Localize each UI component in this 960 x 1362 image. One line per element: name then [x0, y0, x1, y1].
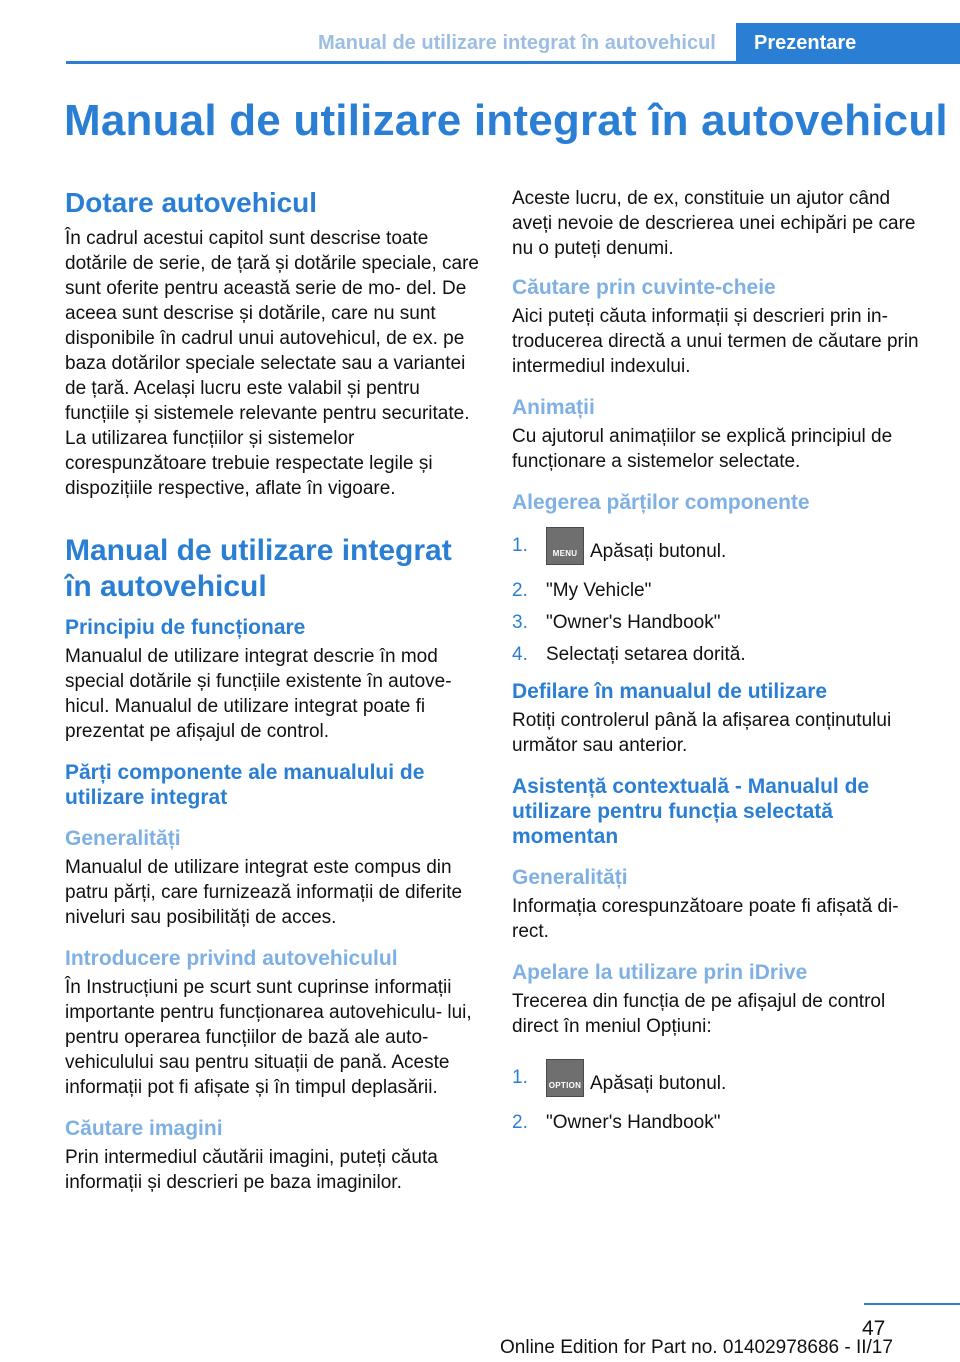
scroll-paragraph: Rotiți controlerul până la afișarea conținutului următor sau anterior.: [512, 710, 892, 756]
right-intro-paragraph: Aceste lucru, de ex, constituie un ajutor când aveți nevoie de descrierea unei echipări pe care nu o puteți denumi.: [512, 188, 916, 259]
section-title-equipment: Dotare autovehicul: [65, 187, 318, 218]
footer-edition: Online Edition for Part no. 01402978686 - II/17: [500, 1337, 893, 1358]
header-chapter-label: Prezentare: [754, 32, 857, 54]
list-item: 1. MENU Apăsați butonul.: [512, 533, 922, 571]
list-item: 1. OPTION Apăsați butonul.: [512, 1065, 922, 1103]
principle-paragraph: Manualul de utilizare integrat descrie în mod special dotările și funcțiile existente în autove‐ hicul. Manualul de utilizare integrat poate fi prezentat pe afișajul de control.: [65, 646, 452, 742]
idrive-paragraph: Trecerea din funcția de pe afișajul de control direct în meniul Opțiuni:: [512, 991, 886, 1037]
context-general-paragraph: Informația corespunzătoare poate fi afișată di‐ rect.: [512, 896, 899, 942]
option-button-icon: OPTION: [546, 1059, 584, 1097]
header-section-title: Manual de utilizare integrat în autovehicul: [318, 32, 716, 54]
intro-paragraph: În Instrucțiuni pe scurt sunt cuprinse informații importante pentru funcționarea autovehiculu‐ lui, pentru operarea funcțiilor de bază ale auto‐ vehiculului sau pentru situații de pană. Aceste informații pot fi afișate și în timpul deplasării.: [65, 977, 472, 1098]
subtitle-image-search: Căutare imagini: [65, 1117, 223, 1140]
header-chapter-tab: [736, 23, 960, 64]
subtitle-parts: Părți componente ale manualului de utilizare integrat: [65, 761, 425, 809]
subtitle-general: Generalități: [65, 827, 181, 850]
image-search-paragraph: Prin intermediul căutării imagini, puteți căuta informații și descrieri pe baza imaginilor.: [65, 1147, 438, 1193]
subtitle-select-parts: Alegerea părților componente: [512, 491, 810, 514]
list-item: 2. "Owner's Handbook": [512, 1112, 721, 1133]
subtitle-animations: Animații: [512, 396, 595, 419]
keyword-paragraph: Aici puteți căuta informații și descrieri prin in‐ troducerea directă a unui termen de căutare prin intermediul indexului.: [512, 306, 919, 377]
subtitle-intro: Introducere privind autovehiculul: [65, 947, 398, 970]
left-column: [65, 186, 485, 1195]
list-item: 2. "My Vehicle": [512, 580, 652, 601]
right-column: [512, 186, 922, 1142]
select-steps-list: [512, 533, 922, 667]
list-item: 4. Selectați setarea dorită.: [512, 644, 746, 665]
footer-rule: [864, 1303, 960, 1305]
idrive-steps-list: [512, 1065, 922, 1135]
page-title: Manual de utilizare integrat în autovehicul: [64, 96, 948, 145]
animations-paragraph: Cu ajutorul animațiilor se explică principiul de funcționare a sistemelor selectate.: [512, 426, 893, 472]
general-paragraph: Manualul de utilizare integrat este compus din patru părți, care furnizează informații de diferite niveluri sau posibilități de acces.: [65, 857, 463, 928]
subtitle-context-help: Asistență contextuală - Manualul de utilizare pentru funcția selectată momentan: [512, 775, 870, 848]
subtitle-idrive: Apelare la utilizare prin iDrive: [512, 961, 808, 984]
subtitle-context-general: Generalități: [512, 866, 628, 889]
subtitle-keyword-search: Căutare prin cuvinte-cheie: [512, 276, 776, 299]
list-item: 3. "Owner's Handbook": [512, 612, 721, 633]
section-title-manual: Manual de utilizare integrat în autovehicul: [65, 534, 452, 603]
equipment-paragraph: În cadrul acestui capitol sunt descrise toate dotările de serie, de țară și dotările speciale, care sunt oferite pentru această serie de mo‐ del. De aceea sunt descrise și dotările, care nu sunt disponibile în cadrul unui autovehicul, de ex. pe baza dotărilor speciale selectate sau a variantei de țară. Același lucru este valabil și pentru funcțiile și sistemele relevante pentru securitate. La utilizarea funcțiilor și sistemelor corespunzătoare trebuie respectate legile și dispozițiile respective, aflate în vigoare.: [65, 228, 480, 499]
subtitle-scroll: Defilare în manualul de utilizare: [512, 680, 828, 703]
page-number: 47: [862, 1317, 886, 1340]
menu-button-icon: MENU: [546, 527, 584, 565]
subtitle-principle: Principiu de funcționare: [65, 616, 306, 639]
